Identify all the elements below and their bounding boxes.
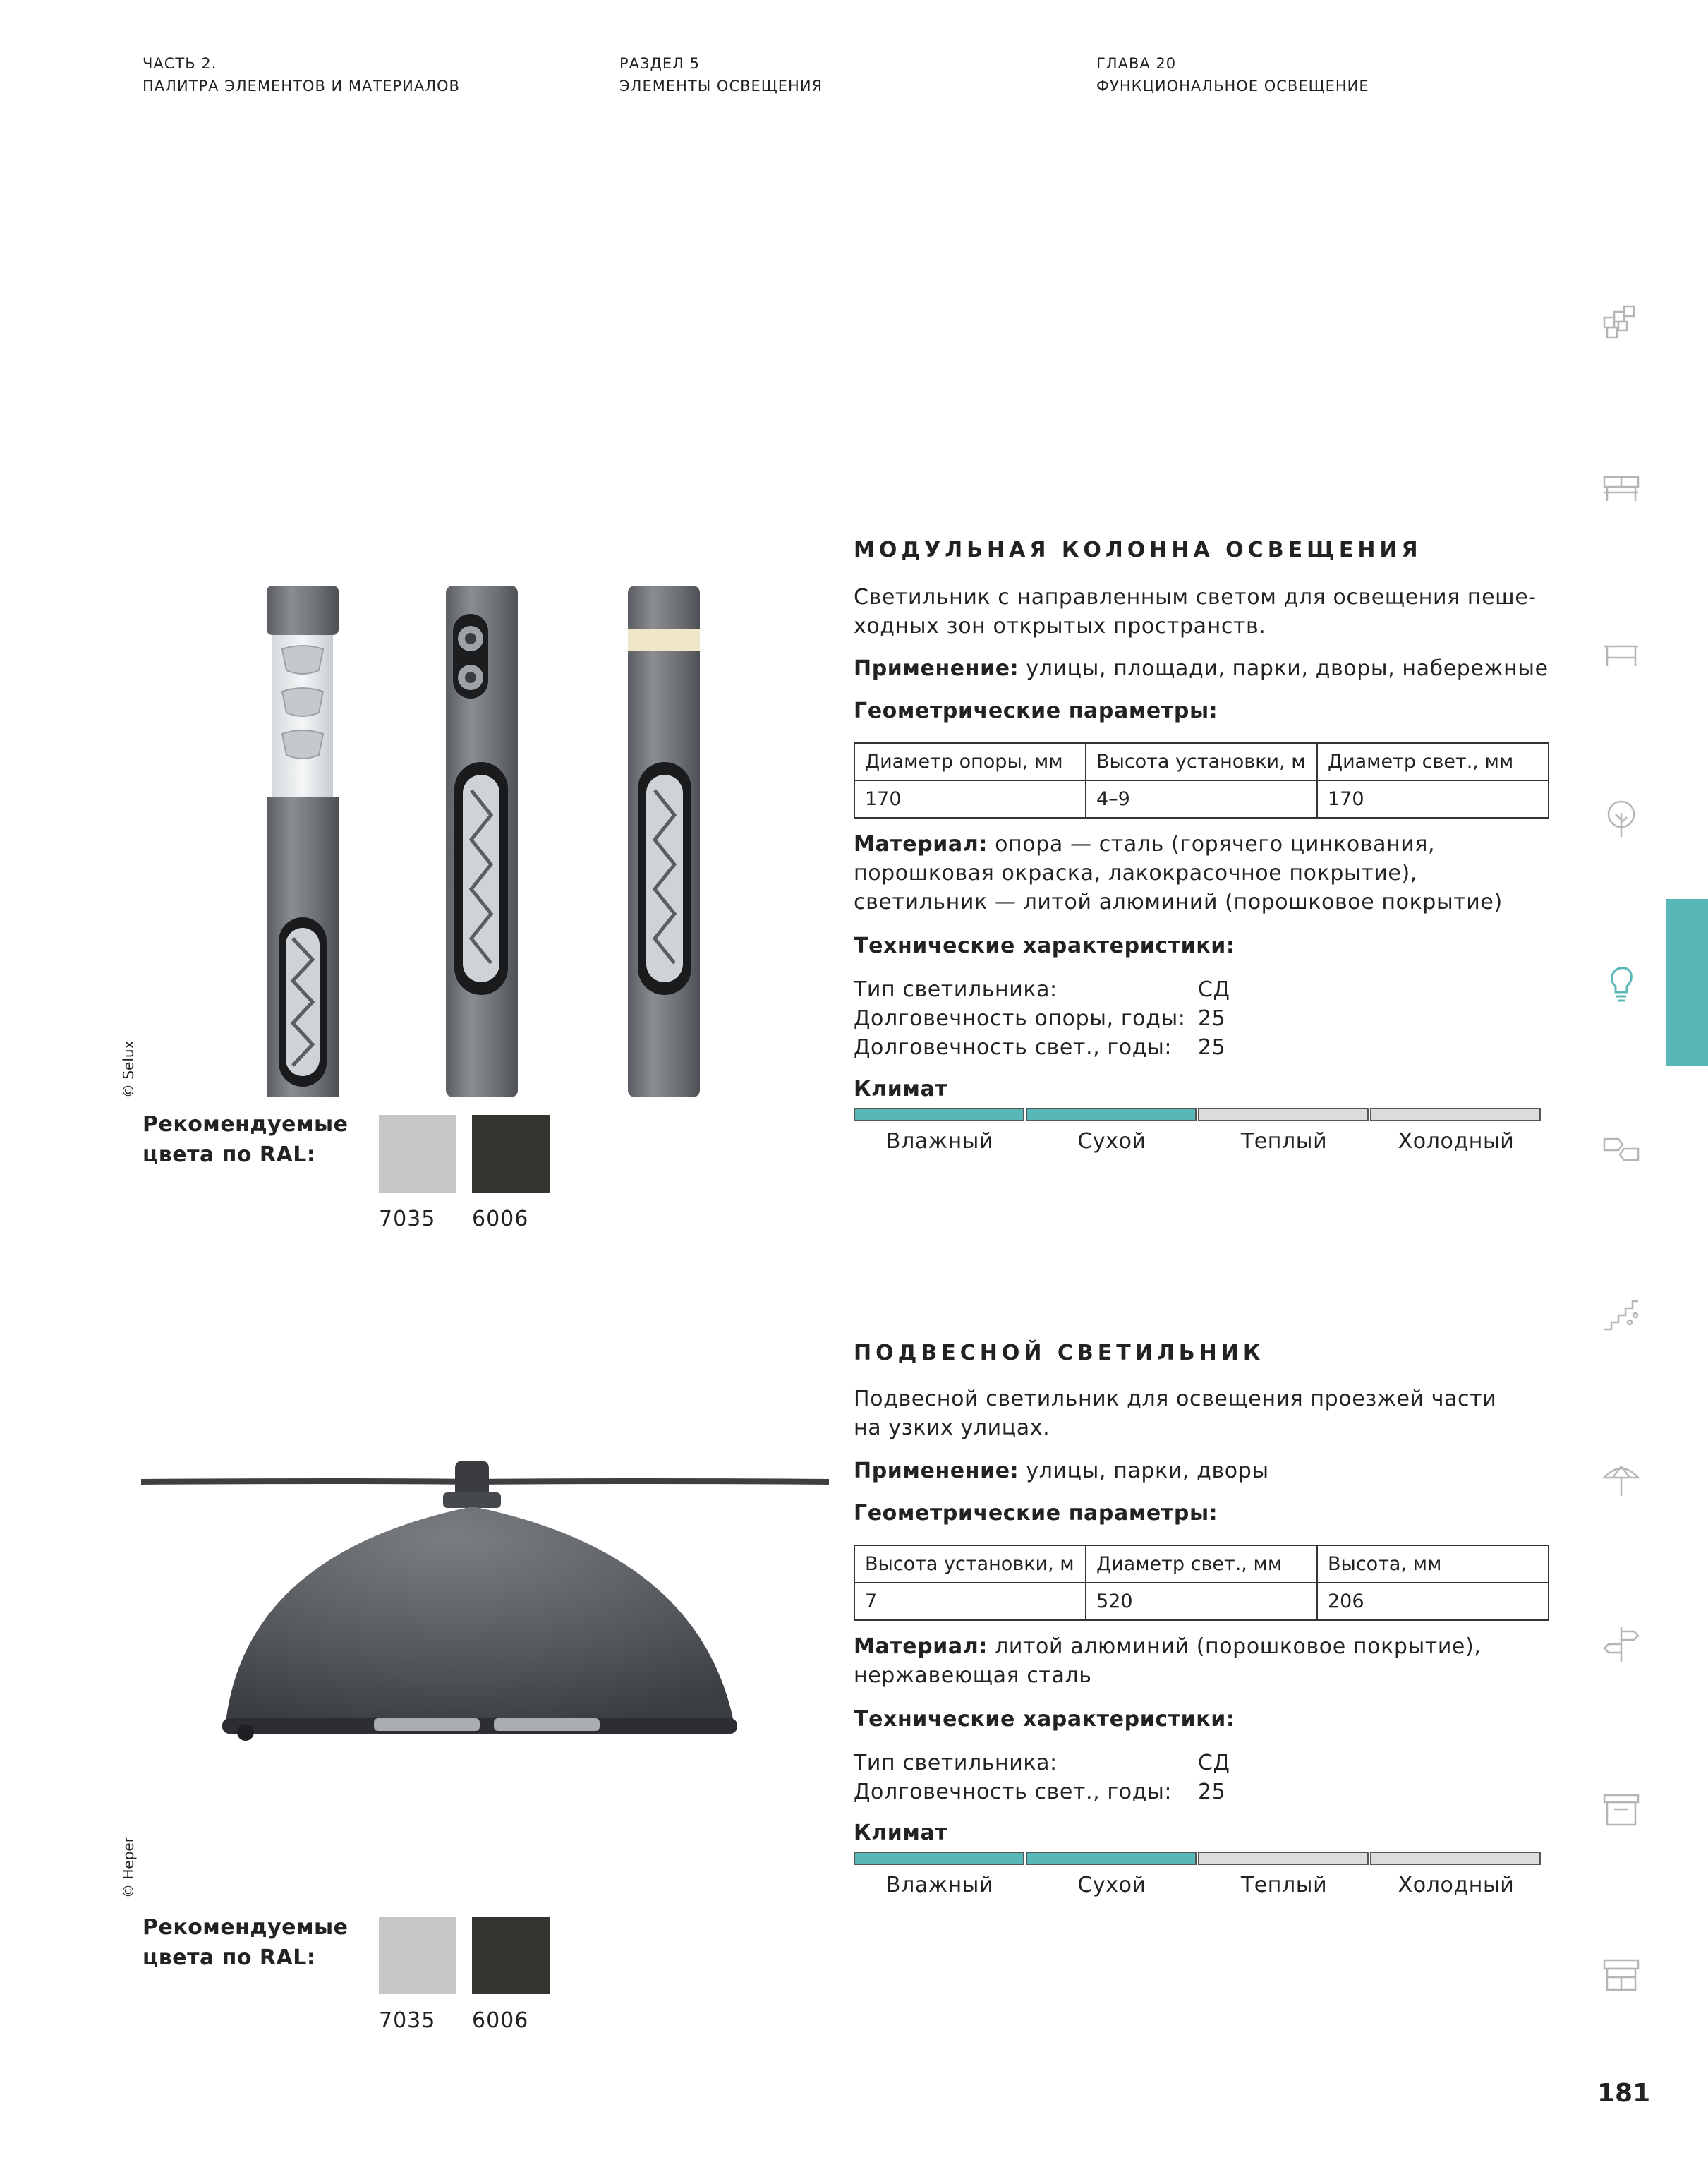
climate-label: Климат: [854, 1077, 948, 1101]
ral-swatch: [472, 1917, 550, 1994]
material: [854, 830, 1503, 917]
tech-specs: [854, 975, 1230, 1062]
tech-label: Технические характеристики:: [854, 1707, 1235, 1732]
header-section: [619, 52, 823, 97]
ral-label-line: Рекомендуемые: [143, 1112, 349, 1137]
climate-bar: [854, 1108, 1542, 1121]
geometry-table: [854, 742, 1549, 819]
table-header-cell: Диаметр опоры, мм: [854, 743, 1086, 780]
climate-labels: [854, 1129, 1542, 1154]
climate-label-item: Влажный: [885, 1873, 994, 1897]
modular-column-photo: [254, 586, 720, 1097]
climate-segment: [1370, 1108, 1541, 1121]
header-section-title: ЭЛЕМЕНТЫ ОСВЕЩЕНИЯ: [619, 78, 823, 95]
climate-segment: [854, 1108, 1024, 1121]
product-title: МОДУЛЬНАЯ КОЛОННА ОСВЕЩЕНИЯ: [854, 538, 1422, 562]
application: [854, 1456, 1269, 1485]
table-row: [854, 743, 1549, 780]
climate-label-item: Теплый: [1240, 1873, 1328, 1897]
spec-value: СД: [1198, 1751, 1230, 1775]
geometry-label: Геометрические параметры:: [854, 1501, 1218, 1526]
material-line: светильник — литой алюминий (порошковое покрытие): [854, 890, 1503, 915]
table-row: [854, 780, 1549, 818]
material-line: литой алюминий (порошковое покрытие),: [987, 1634, 1482, 1659]
climate-segment: [1198, 1108, 1369, 1121]
ral-code: 6006: [472, 1207, 529, 1231]
spec-key: Долговечность свет., годы:: [854, 1780, 1173, 1804]
description-line: на узких улицах.: [854, 1416, 1050, 1440]
photo-credit: © Selux: [120, 1040, 137, 1098]
tech-label: Технические характеристики:: [854, 934, 1235, 958]
application-label: Применение:: [854, 1459, 1019, 1483]
tech-specs: [854, 1749, 1230, 1806]
climate-segment: [1370, 1852, 1541, 1865]
ral-label: [143, 1109, 349, 1170]
geometry-label: Геометрические параметры:: [854, 699, 1218, 723]
product-title: ПОДВЕСНОЙ СВЕТИЛЬНИК: [854, 1341, 1265, 1365]
table-row: [854, 1545, 1549, 1583]
header-part: [143, 52, 460, 97]
spec-row: [854, 1749, 1230, 1777]
table-header-cell: Диаметр свет., мм: [1086, 1545, 1317, 1583]
table-cell: 170: [1317, 780, 1549, 818]
kiosk-icon[interactable]: [1601, 1955, 1641, 1994]
spec-value: 25: [1198, 1035, 1226, 1060]
climate-segment: [1198, 1852, 1369, 1865]
product-description: [854, 1384, 1496, 1442]
ral-code: 7035: [379, 1207, 436, 1231]
material-line: порошковая окраска, лакокрасочное покрытие),: [854, 861, 1417, 886]
stairs-icon[interactable]: [1601, 1294, 1641, 1334]
paving-icon[interactable]: [1601, 302, 1641, 342]
table-cell: 4–9: [1086, 780, 1317, 818]
header-chapter-number: ГЛАВА 20: [1096, 55, 1177, 72]
active-section-tab: [1666, 899, 1708, 1066]
ral-swatch: [379, 1917, 456, 1994]
description-line: ходных зон открытых пространств.: [854, 614, 1266, 639]
climate-label-item: Холодный: [1398, 1129, 1515, 1154]
header-section-number: РАЗДЕЛ 5: [619, 55, 700, 72]
spec-key: Долговечность свет., годы:: [854, 1035, 1173, 1060]
signage-icon[interactable]: [1601, 1129, 1641, 1169]
ral-swatch: [472, 1115, 550, 1193]
header-part-number: ЧАСТЬ 2.: [143, 55, 217, 72]
ral-swatch: [379, 1115, 456, 1193]
ral-code: 6006: [472, 2008, 529, 2033]
header-part-title: ПАЛИТРА ЭЛЕМЕНТОВ И МАТЕРИАЛОВ: [143, 78, 460, 95]
spec-key: Тип светильника:: [854, 1751, 1058, 1775]
climate-label-item: Теплый: [1240, 1129, 1328, 1154]
product-description: [854, 583, 1537, 641]
spec-value: 25: [1198, 1780, 1226, 1804]
climate-segment: [854, 1852, 1024, 1865]
climate-segment: [1026, 1108, 1197, 1121]
umbrella-icon[interactable]: [1601, 1459, 1641, 1499]
material-line: нержавеющая сталь: [854, 1663, 1092, 1688]
climate-label-item: Влажный: [885, 1129, 994, 1154]
table-header-cell: Высота, мм: [1317, 1545, 1549, 1583]
material-label: Материал:: [854, 832, 988, 857]
description-line: Светильник с направленным светом для освещения пеше-: [854, 585, 1537, 610]
table-header-cell: Диаметр свет., мм: [1317, 743, 1549, 780]
spec-row: [854, 975, 1230, 1004]
spec-key: Тип светильника:: [854, 977, 1058, 1002]
table-icon[interactable]: [1601, 634, 1641, 673]
table-cell: 206: [1317, 1583, 1549, 1620]
table-cell: 520: [1086, 1583, 1317, 1620]
header-chapter-title: ФУНКЦИОНАЛЬНОЕ ОСВЕЩЕНИЕ: [1096, 78, 1369, 95]
spec-row: [854, 1004, 1230, 1033]
ral-code: 7035: [379, 2008, 436, 2033]
table-cell: 170: [854, 780, 1086, 818]
climate-label-item: Холодный: [1398, 1873, 1515, 1897]
lightbulb-icon[interactable]: [1601, 964, 1641, 1003]
bench-icon[interactable]: [1601, 467, 1641, 507]
climate-bar: [854, 1852, 1542, 1865]
application-label: Применение:: [854, 656, 1019, 681]
tree-icon[interactable]: [1601, 799, 1641, 838]
ral-label-line: цвета по RAL:: [143, 1945, 316, 1970]
climate-segment: [1026, 1852, 1197, 1865]
table-row: [854, 1583, 1549, 1620]
ral-label-line: Рекомендуемые: [143, 1915, 349, 1940]
ral-label: [143, 1912, 349, 1973]
application-value: улицы, площади, парки, дворы, набережные: [1019, 656, 1549, 681]
climate-label-item: Сухой: [1077, 1129, 1146, 1154]
spec-row: [854, 1033, 1230, 1062]
spec-value: СД: [1198, 977, 1230, 1002]
header-chapter: [1096, 52, 1369, 97]
table-cell: 7: [854, 1583, 1086, 1620]
material-line: опора — сталь (горячего цинкования,: [987, 832, 1436, 857]
material-label: Материал:: [854, 1634, 988, 1659]
material: [854, 1632, 1481, 1690]
table-header-cell: Высота установки, м: [1086, 743, 1317, 780]
pendant-luminaire-photo: [141, 1454, 832, 1757]
photo-credit: © Heper: [120, 1837, 137, 1898]
climate-labels: [854, 1873, 1542, 1897]
box-icon[interactable]: [1601, 1789, 1641, 1829]
spec-key: Долговечность опоры, годы:: [854, 1006, 1186, 1031]
application: [854, 654, 1549, 683]
geometry-table: [854, 1545, 1549, 1621]
table-header-cell: Высота установки, м: [854, 1545, 1086, 1583]
description-line: Подвесной светильник для освещения проезжей части: [854, 1387, 1497, 1411]
spec-value: 25: [1198, 1006, 1226, 1031]
page-number: 181: [1597, 2079, 1651, 2108]
climate-label-item: Сухой: [1077, 1873, 1146, 1897]
climate-label: Климат: [854, 1821, 948, 1845]
application-value: улицы, парки, дворы: [1019, 1459, 1269, 1483]
spec-row: [854, 1777, 1230, 1806]
signpost-icon[interactable]: [1601, 1624, 1641, 1664]
ral-label-line: цвета по RAL:: [143, 1142, 316, 1167]
